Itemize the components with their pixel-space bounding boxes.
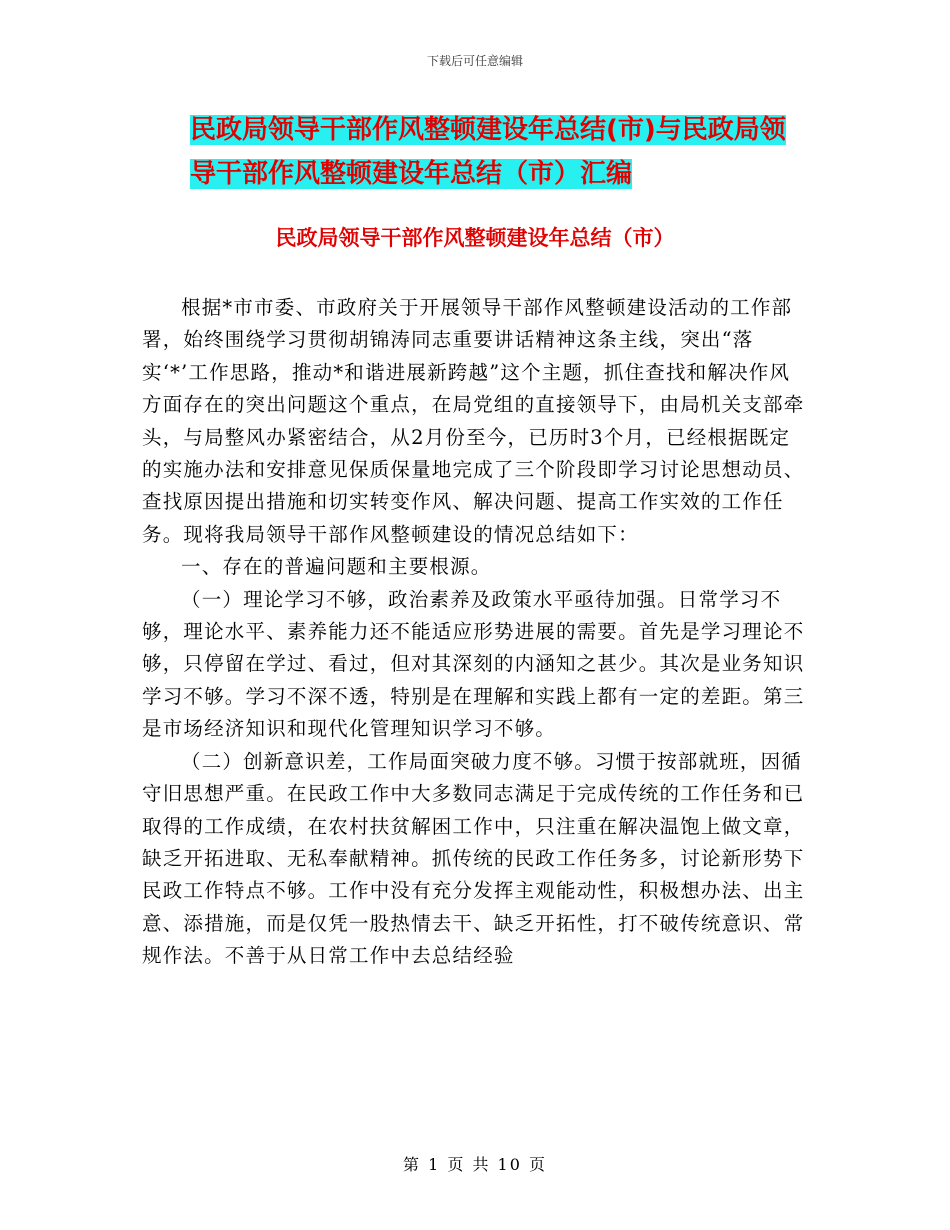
paragraph-point-1: （一）理论学习不够，政治素养及政策水平亟待加强。日常学习不够，理论水平、素养能力还不能适应形势进展的需要。首先是学习理论不够，只停留在学过、看过，但对其深刻的内涵知之甚少。其次是业务知识学习不够。学习不深不透，特别是在理解和实践上都有一定的差距。第三是市场经济知识和现代化管理知识学习不够。 <box>142 587 805 741</box>
paragraph-heading-1: 一、存在的普遍问题和主要根源。 <box>181 555 492 579</box>
document-body <box>142 292 807 973</box>
paragraph-point-2: （二）创新意识差，工作局面突破力度不够。习惯于按部就班，因循守旧思想严重。在民政工作中大多数同志满足于完成传统的工作任务和已取得的工作成绩，在农村扶贫解困工作中，只注重在解决温饱上做文章，缺乏开拓进取、无私奉献精神。抓传统的民政工作任务多，讨论新形势下民政工作特点不够。工作中没有充分发挥主观能动性，积极想办法、出主意、添措施，而是仅凭一股热情去干、缺乏开拓性，打不破传统意识、常规作法。不善于从日常工作中去总结经验 <box>142 749 805 968</box>
page-header-note: 下载后可任意编辑 <box>426 54 523 68</box>
page-footer-number: 第 1 页 共 10 页 <box>403 1155 547 1174</box>
title-line-1 <box>190 108 810 152</box>
title-line-2 <box>190 152 810 196</box>
title-line-2-text: 导干部作风整顿建设年总结（市）汇编 <box>190 159 633 189</box>
document-title <box>190 108 810 196</box>
paragraph-intro: 根据*市市委、市政府关于开展领导干部作风整顿建设活动的工作部署，始终围绕学习贯彻胡锦涛同志重要讲话精神这条主线，突出“落实‘*’工作思路，推动*和谐进展新跨越”这个主题，抓住查找和解决作风方面存在的突出问题这个重点，在局党组的直接领导下，由局机关支部牵头，与局整风办紧密结合，从2月份至今，已历时3个月，已经根据既定的实施办法和安排意见保质保量地完成了三个阶段即学习讨论思想动员、查找原因提出措施和切实转变作风、解决问题、提高工作实效的工作任务。现将我局领导干部作风整顿建设的情况总结如下： <box>142 296 805 546</box>
title-line-1-text: 民政局领导干部作风整顿建设年总结(市)与民政局领 <box>190 115 786 145</box>
section-title: 民政局领导干部作风整顿建设年总结（市） <box>275 226 675 250</box>
